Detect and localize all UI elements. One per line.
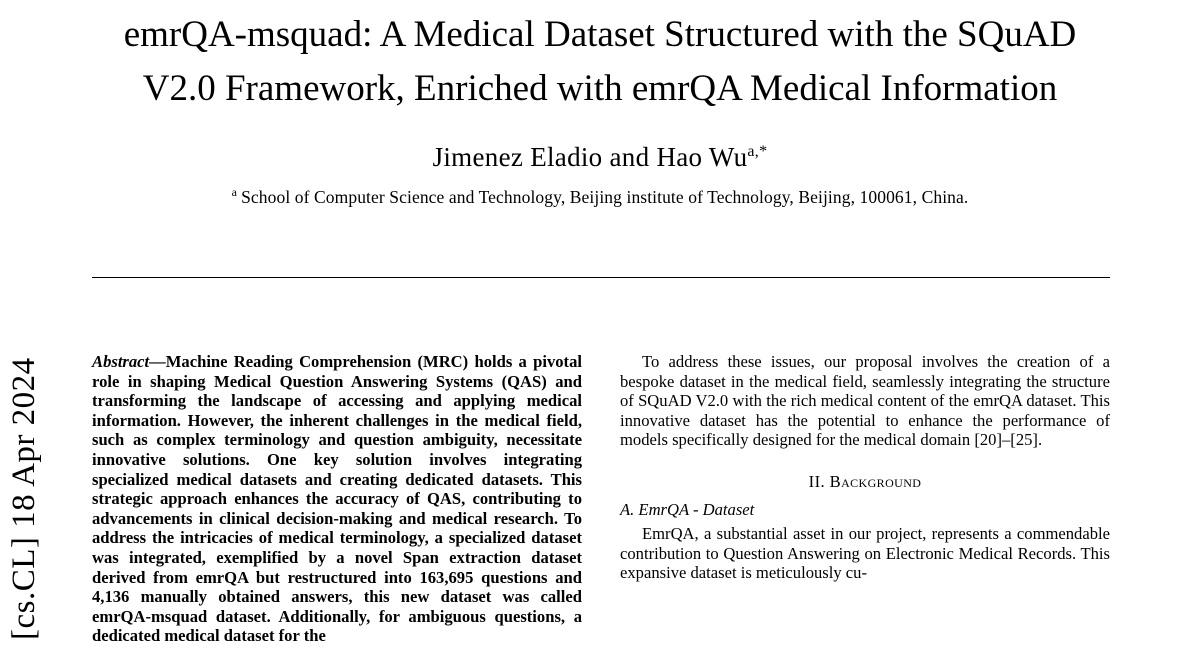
author-list bbox=[90, 142, 1110, 173]
section-number: II. bbox=[808, 471, 826, 491]
header-divider bbox=[92, 277, 1110, 278]
background-paragraph: EmrQA, a substantial asset in our project, represents a commendable contribution to Question Answering on Electronic Medical Records. This expansive dataset is meticulously cu- bbox=[620, 523, 1110, 583]
arxiv-side-stamp-text: [cs.CL] 18 Apr 2024 bbox=[6, 357, 42, 640]
column-right bbox=[620, 352, 1110, 646]
affiliation bbox=[90, 185, 1110, 208]
column-left bbox=[92, 352, 582, 646]
author-names: Jimenez Eladio and Hao Wu bbox=[432, 142, 748, 172]
abstract-paragraph bbox=[92, 352, 582, 646]
section-title: Background bbox=[829, 471, 922, 491]
affiliation-text: School of Computer Science and Technology, Beijing institute of Technology, Beijing, 100061, China. bbox=[241, 186, 969, 207]
arxiv-side-stamp bbox=[6, 0, 43, 640]
section-heading-background bbox=[620, 472, 1110, 492]
abstract-body: Machine Reading Comprehension (MRC) holds a pivotal role in shaping Medical Question Answering Systems (QAS) and transforming the landscape of accessing and applying medical information. However, the inherent challenges in the medical field, such as complex terminology and question ambiguity, necessitate innovative solutions. One key solution involves integrating specialized medical datasets and creating dedicated datasets. This strategic approach enhances the accuracy of QAS, contributing to advancements in clinical decision-making and medical research. To address the intricacies of medical terminology, a specialized dataset was integrated, exemplified by a novel Span extraction dataset derived from emrQA but restructured into 163,695 questions and 4,136 manually obtained answers, this new dataset was called emrQA-msquad dataset. Additionally, for ambiguous questions, a dedicated medical dataset for the bbox=[92, 352, 582, 646]
intro-paragraph: To address these issues, our proposal involves the creation of a bespoke dataset in the medical field, seamlessly integrating the structure of SQuAD V2.0 with the rich medical content of the emrQA dataset. This innovative dataset has the potential to enhance the performance of models specifically designed for the medical domain [20]–[25]. bbox=[620, 352, 1110, 450]
page-title: emrQA-msquad: A Medical Dataset Structured with the SQuAD V2.0 Framework, Enriched with emrQA Medical Information bbox=[123, 14, 1077, 109]
author-affiliation-marker: a,* bbox=[747, 143, 768, 160]
abstract-label: Abstract bbox=[92, 352, 150, 371]
title-block bbox=[90, 0, 1110, 208]
body-columns bbox=[92, 352, 1110, 646]
affiliation-marker: a bbox=[231, 185, 238, 199]
subsection-heading-emrqa-dataset: A. EmrQA - Dataset bbox=[620, 499, 755, 519]
abstract-dash: — bbox=[149, 352, 166, 371]
